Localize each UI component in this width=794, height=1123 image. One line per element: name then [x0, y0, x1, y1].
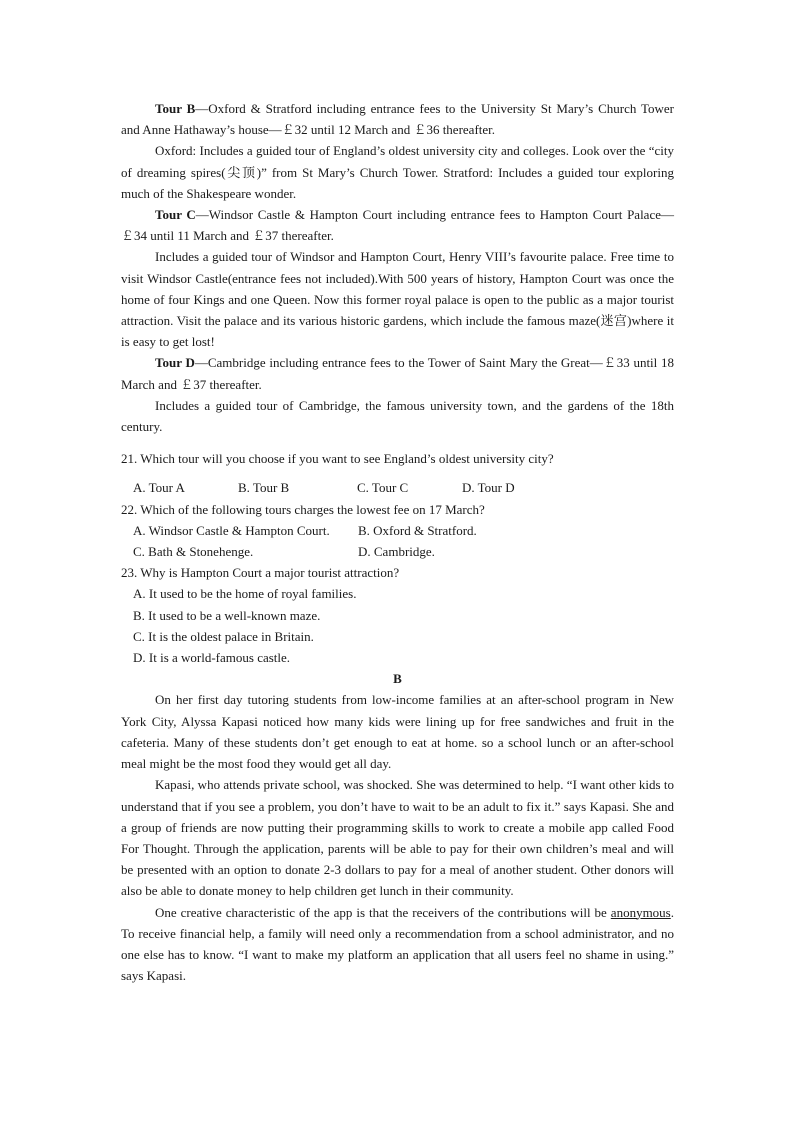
q22-option-d: D. Cambridge.	[358, 544, 435, 560]
q22-option-a: A. Windsor Castle & Hampton Court.	[133, 522, 330, 538]
q21-option-c: C. Tour C	[357, 480, 409, 496]
q22-option-b: B. Oxford & Stratford.	[358, 522, 477, 538]
section-b-paragraph-2: Kapasi, who attends private school, was shocked. She was determined to help. “I want other kids to understand that if you see a problem, you don’t have to wait to be an adult to fix it.” says Kapasi. She and a group of friends are now putting their programming skills to work to create a mobile app called Food For Thought. Through the application, parents will be able to pay for their own children’s meal and will be presented with an option to donate 2-3 dollars to pay for a meal of another student. Other donors will also be able to donate money to help children get lunch in their community.	[121, 777, 674, 899]
tour-d-header-text: —Cambridge including entrance fees to the Tower of Saint Mary the Great—￡33 until 18 March and ￡37 thereafter.	[121, 355, 674, 392]
q21-option-a: A. Tour A	[133, 480, 185, 496]
tour-d-description: Includes a guided tour of Cambridge, the famous university town, and the gardens of the 18th century.	[121, 397, 674, 435]
question-21: 21. Which tour will you choose if you want to see England’s oldest university city?	[121, 451, 554, 467]
question-22: 22. Which of the following tours charges the lowest fee on 17 March?	[121, 501, 485, 517]
question-23: 23. Why is Hampton Court a major tourist attraction?	[121, 565, 400, 581]
q22-option-c: C. Bath & Stonehenge.	[133, 544, 254, 560]
p3-text-after: . To receive financial help, a family will need only a recommendation from a school administrator, and no one else has to know. “I want to make my platform an application that all users feel no shame in using.” says Kapasi.	[121, 904, 674, 984]
tour-c-header	[121, 204, 674, 246]
q23-option-c: C. It is the oldest palace in Britain.	[133, 628, 314, 644]
q23-option-b: B. It used to be a well-known maze.	[133, 607, 321, 623]
tour-b-header-text: —Oxford & Stratford including entrance fees to the University St Mary’s Church Tower and Anne Hathaway’s house—￡32 until 12 March and ￡36 thereafter.	[121, 101, 674, 138]
p3-underlined-word: anonymous	[610, 904, 671, 920]
q21-option-b: B. Tour B	[238, 480, 290, 496]
tour-d-header	[121, 352, 674, 394]
tour-d-label: Tour D	[155, 355, 195, 371]
section-b-paragraph-3	[121, 902, 674, 987]
tour-c-header-text: —Windsor Castle & Hampton Court including entrance fees to Hampton Court Palace—￡34 until 11 March and ￡37 thereafter.	[121, 207, 674, 244]
tour-b-label: Tour B	[155, 101, 196, 116]
question-22-options-row-1	[121, 520, 674, 541]
tour-c-label: Tour C	[155, 207, 196, 223]
q21-option-d: D. Tour D	[462, 480, 515, 496]
document-content	[121, 98, 674, 986]
tour-c-description: Includes a guided tour of Windsor and Hampton Court, Henry VIII’s favourite palace. Free time to visit Windsor Castle(entrance fees not included).With 500 years of history, Hampton Court was once the home of four Kings and one Queen. Now this former royal palace is open to the public as a major tourist attraction. Visit the palace and its various historic gardens, which include the famous maze(迷宫)where it is easy to get lost!	[121, 249, 674, 350]
p3-text-before: One creative characteristic of the app is that the receivers of the contributions will be	[155, 904, 611, 920]
section-b-heading: B	[393, 671, 402, 687]
question-21-options	[121, 477, 674, 498]
q23-option-a: A. It used to be the home of royal families.	[133, 586, 357, 602]
tour-b-description: Oxford: Includes a guided tour of England’s oldest university city and colleges. Look over the “city of dreaming spires(尖顶)” from St Mary’s Church Tower. Stratford: Includes a guided tour exploring much of the Shakespeare wonder.	[121, 143, 674, 201]
tour-b-header	[121, 98, 674, 140]
section-b-paragraph-1: On her first day tutoring students from low-income families at an after-school program in New York City, Alyssa Kapasi noticed how many kids were lining up for free sandwiches and fruit in the cafeteria. Many of these students don’t get enough to eat at home. so a school lunch or an after-school meal might be the most food they would get all day.	[121, 692, 674, 772]
q23-option-d: D. It is a world-famous castle.	[133, 650, 291, 666]
question-22-options-row-2	[121, 541, 674, 562]
